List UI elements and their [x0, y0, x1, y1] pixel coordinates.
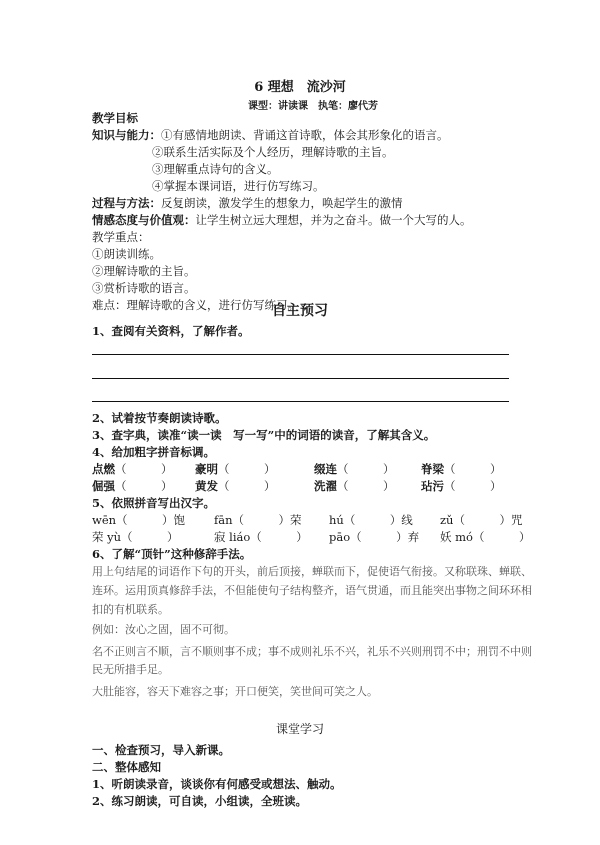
question-4: 4、给加粗字拼音标调。	[92, 445, 216, 459]
hanzi-cell: 寂 liáo（ ）	[214, 530, 308, 544]
pinyin-word: 点燃	[92, 462, 115, 476]
answer-blank: （ ）	[444, 462, 502, 476]
knowledge-label: 知识与能力：	[92, 128, 161, 142]
answer-blank: （ ）	[115, 462, 173, 476]
pinyin-word: 豪明	[195, 462, 218, 476]
answer-blank: （ ）	[444, 479, 502, 493]
goals-heading: 教学目标	[92, 111, 138, 125]
pinyin-cell	[314, 478, 395, 494]
hanzi-cell: zǔ（ ）咒	[440, 513, 523, 527]
pinyin-word: 玷污	[421, 479, 444, 493]
knowledge-item: ④掌握本课词语，进行仿写练习。	[152, 179, 325, 193]
hanzi-cell: hú（ ）线	[329, 513, 413, 527]
answer-line	[92, 401, 509, 402]
explain-text: 用上句结尾的词语作下句的开头，前后顶接，蝉联而下，促使语气衔接。又称联珠、蝉联、	[92, 565, 532, 578]
focus-item: ③赏析诗歌的语言。	[92, 281, 196, 295]
answer-line	[92, 354, 509, 355]
process-row	[92, 195, 403, 211]
pinyin-cell	[195, 461, 276, 477]
emotion-label: 情感态度与价值观：	[92, 213, 196, 227]
explain-text: 扣的有机联系。	[92, 603, 169, 616]
explain-text: 连环。运用顶真修辞手法，不但能使句子结构整齐，语气贯通，而且能突出事物之间环环相	[92, 584, 532, 597]
pinyin-cell	[195, 478, 276, 494]
process-label: 过程与方法：	[92, 196, 161, 210]
question-5: 5、依照拼音写出汉字。	[92, 496, 216, 510]
emotion-row	[92, 212, 472, 228]
example-text: 大肚能容，容天下难容之事；开口便笑，笑世间可笑之人。	[92, 685, 378, 698]
preview-heading: 自主预习	[272, 303, 328, 319]
focus-heading: 教学重点：	[92, 230, 150, 244]
answer-blank: （ ）	[218, 479, 276, 493]
pinyin-cell	[314, 461, 395, 477]
hanzi-cell: fān（ ）荣	[214, 513, 302, 527]
pinyin-word: 脊梁	[421, 462, 444, 476]
example-text: 名不正则言不顺，言不顺则事不成；事不成则礼乐不兴，礼乐不兴则刑罚不中；刑罚不中则	[92, 645, 532, 658]
pinyin-word: 洗濯	[314, 479, 337, 493]
answer-blank: （ ）	[218, 462, 276, 476]
pinyin-cell	[421, 461, 502, 477]
pinyin-word: 黄发	[195, 479, 218, 493]
question-3: 3、查字典，读准“读一读 写一写”中的词语的读音，了解其含义。	[92, 428, 436, 442]
process-text: 反复朗读，激发学生的想象力，唤起学生的激情	[161, 196, 403, 210]
page-title: 6 理想 流沙河	[254, 80, 346, 95]
example-text: 例如：汝心之固，固不可彻。	[92, 623, 235, 636]
difficulty-text: 难点：理解诗歌的含义，进行仿写练习。	[92, 298, 299, 312]
hanzi-cell: wēn（ ）饱	[92, 513, 186, 527]
question-6: 6、了解“顶针”这种修辞手法。	[92, 547, 252, 561]
answer-line	[92, 378, 509, 379]
class-heading: 课堂学习	[275, 722, 324, 736]
lesson-info: 课型：讲读课 执笔：廖代芳	[248, 101, 378, 112]
answer-blank: （ ）	[115, 479, 173, 493]
pinyin-word: 缀连	[314, 462, 337, 476]
question-1: 1、查阅有关资料，了解作者。	[92, 324, 250, 338]
class-item-2: 2、练习朗读，可自读，小组读，全班读。	[92, 794, 307, 808]
pinyin-cell	[92, 478, 173, 494]
emotion-text: 让学生树立远大理想，并为之奋斗。做一个大写的人。	[195, 213, 472, 227]
knowledge-item: ①有感情地朗读、背诵这首诗歌，体会其形象化的语言。	[161, 128, 449, 142]
answer-blank: （ ）	[337, 479, 395, 493]
focus-item: ①朗读训练。	[92, 247, 161, 261]
pinyin-cell	[421, 478, 502, 494]
example-text: 民无所措手足。	[92, 663, 169, 676]
knowledge-item: ②联系生活实际及个人经历，理解诗歌的主旨。	[152, 145, 394, 159]
question-2: 2、试着按节奏朗读诗歌。	[92, 411, 227, 425]
knowledge-item: ③理解重点诗句的含义。	[152, 162, 279, 176]
hanzi-cell: 妖 mó（ ）	[440, 530, 531, 544]
hanzi-cell: 荣 yù（ ）	[92, 530, 179, 544]
hanzi-cell: pāo（ ）弃	[329, 530, 420, 544]
pinyin-word: 倔强	[92, 479, 115, 493]
pinyin-cell	[92, 461, 173, 477]
knowledge-row-1	[92, 127, 449, 143]
class-step-2: 二、整体感知	[92, 760, 161, 774]
class-item-1: 1、听朗读录音，谈谈你有何感受或想法、触动。	[92, 777, 342, 791]
focus-item: ②理解诗歌的主旨。	[92, 264, 196, 278]
class-step-1: 一、检查预习，导入新课。	[92, 743, 230, 757]
answer-blank: （ ）	[337, 462, 395, 476]
